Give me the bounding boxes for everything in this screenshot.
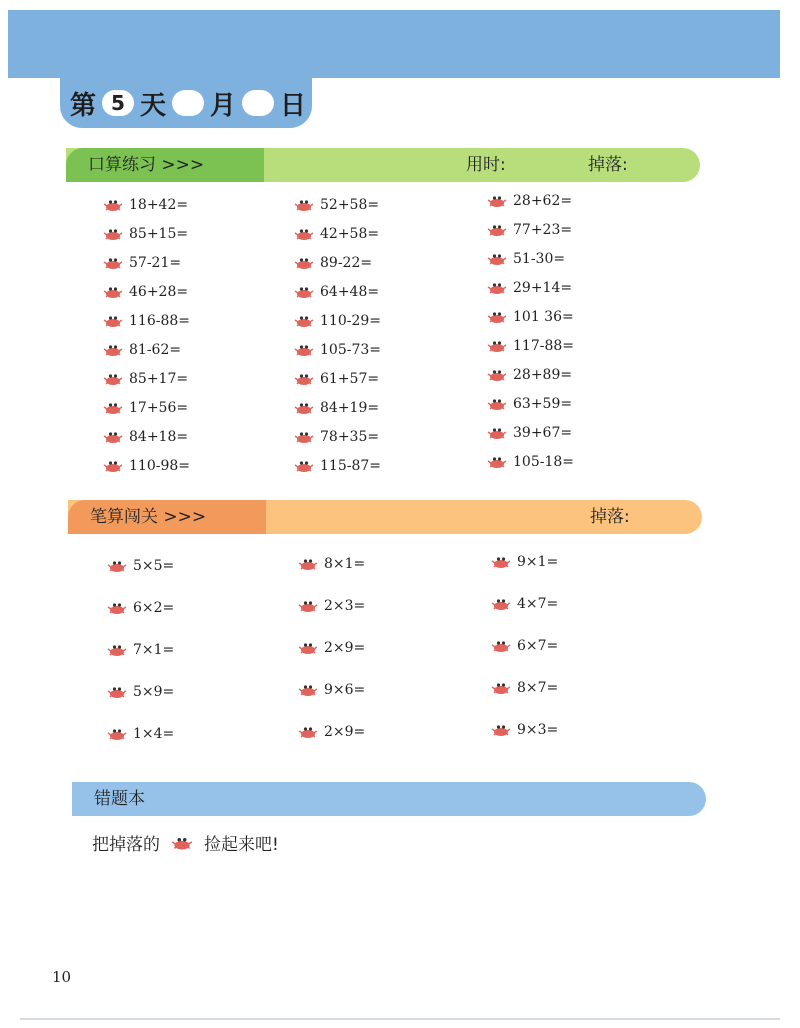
crab-icon [486,223,508,237]
problem-text: 9×6= [324,682,366,698]
prompt-after: 捡起来吧! [204,835,279,855]
crab-icon [102,343,124,357]
crab-icon [102,430,124,444]
crab-icon [102,285,124,299]
mistakes-prompt [92,830,279,855]
problem-item [102,422,190,451]
page-number: 10 [52,968,72,986]
crab-icon [106,601,128,615]
problem-item [102,306,190,335]
crab-icon [490,639,512,653]
problem-text: 17+56= [129,399,189,416]
problem-text: 81-62= [129,341,182,358]
crab-icon [293,314,315,328]
problem-item [293,422,381,451]
problem-item [486,331,574,360]
time-label: 用时: [466,155,506,175]
crab-icon [297,725,319,739]
problem-item [106,671,174,713]
problem-item [486,273,574,302]
problem-item [106,545,174,587]
problem-text: 1×4= [133,726,175,742]
oral-column-3 [486,186,574,476]
problem-text: 5×5= [133,558,175,574]
problem-item [486,215,574,244]
written-section-title: 笔算闯关 >>> [68,500,266,534]
problem-text: 89-22= [320,254,373,271]
problem-item [297,669,365,711]
oral-section-bar [66,148,700,182]
problem-item [486,302,574,331]
problem-item [102,451,190,480]
crab-icon [486,194,508,208]
written-column-3 [490,541,558,751]
problem-text: 78+35= [320,428,380,445]
problem-item [486,244,574,273]
problem-item [102,190,190,219]
crab-icon [490,681,512,695]
crab-icon [102,198,124,212]
crab-icon [486,426,508,440]
date-label: 日 [280,90,307,121]
crab-icon [293,285,315,299]
written-section-bar [68,500,702,534]
problem-text: 57-21= [129,254,182,271]
crab-icon [102,401,124,415]
problem-item [102,393,190,422]
problem-text: 2×9= [324,724,366,740]
crab-icon [293,198,315,212]
problem-item [486,389,574,418]
day-number: 5 [102,90,134,116]
date-field[interactable] [242,90,274,116]
problem-text: 110-29= [320,312,381,329]
problem-text: 2×9= [324,640,366,656]
problem-item [490,583,558,625]
problem-text: 52+58= [320,196,380,213]
crab-icon [490,555,512,569]
crab-icon [293,343,315,357]
problem-item [297,543,365,585]
crab-icon [297,557,319,571]
problem-item [486,418,574,447]
day-header [60,78,312,128]
crab-icon [293,430,315,444]
problem-item [293,277,381,306]
problem-text: 84+19= [320,399,380,416]
problem-text: 51-30= [513,250,566,267]
oral-column-1 [102,190,190,480]
problem-item [106,587,174,629]
problem-item [297,585,365,627]
problem-text: 110-98= [129,457,190,474]
problem-text: 8×7= [517,680,559,696]
crab-icon [486,339,508,353]
problem-item [490,709,558,751]
problem-text: 6×7= [517,638,559,654]
problem-text: 4×7= [517,596,559,612]
problem-text: 8×1= [324,556,366,572]
crab-icon [293,401,315,415]
problem-text: 7×1= [133,642,175,658]
crab-icon [297,641,319,655]
problem-item [102,277,190,306]
problem-text: 29+14= [513,279,573,296]
problem-text: 28+62= [513,192,573,209]
problem-item [490,541,558,583]
problem-item [490,625,558,667]
prompt-before: 把掉落的 [92,835,160,855]
crab-icon [490,597,512,611]
problem-text: 9×3= [517,722,559,738]
problem-item [297,627,365,669]
problem-item [102,335,190,364]
problem-item [293,451,381,480]
day-prefix: 第 [70,90,97,121]
crab-icon [106,685,128,699]
crab-icon [486,281,508,295]
problem-item [106,629,174,671]
problem-item [297,711,365,753]
crab-icon [106,559,128,573]
problem-text: 28+89= [513,366,573,383]
problem-text: 64+48= [320,283,380,300]
problem-text: 101 36= [513,308,574,325]
problem-item [102,364,190,393]
written-column-2 [297,543,365,753]
problem-text: 42+58= [320,225,380,242]
crab-icon [293,372,315,386]
written-drop-label: 掉落: [590,507,630,527]
problem-text: 77+23= [513,221,573,238]
written-column-1 [106,545,174,755]
month-field[interactable] [172,90,204,116]
problem-item [486,360,574,389]
problem-text: 63+59= [513,395,573,412]
problem-text: 105-73= [320,341,381,358]
problem-text: 9×1= [517,554,559,570]
crab-icon [293,227,315,241]
problem-text: 117-88= [513,337,574,354]
problem-text: 84+18= [129,428,189,445]
problem-item [106,713,174,755]
top-banner [8,10,780,78]
problem-text: 115-87= [320,457,381,474]
problem-item [486,447,574,476]
problem-item [293,306,381,335]
problem-item [293,219,381,248]
crab-icon [486,397,508,411]
oral-section-title: 口算练习 >>> [66,148,264,182]
problem-item [102,248,190,277]
problem-item [293,248,381,277]
month-label: 月 [210,90,237,121]
oral-column-2 [293,190,381,480]
crab-icon [102,372,124,386]
problem-text: 5×9= [133,684,175,700]
problem-text: 18+42= [129,196,189,213]
problem-item [293,364,381,393]
problem-text: 39+67= [513,424,573,441]
problem-item [293,393,381,422]
crab-icon [293,256,315,270]
problem-item [102,219,190,248]
problem-text: 85+15= [129,225,189,242]
crab-icon [170,835,194,851]
problem-item [293,335,381,364]
problem-text: 105-18= [513,453,574,470]
bottom-rule [20,1018,780,1020]
problem-item [490,667,558,709]
crab-icon [106,643,128,657]
mistakes-section-bar [72,782,706,816]
oral-drop-label: 掉落: [588,155,628,175]
crab-icon [486,455,508,469]
crab-icon [486,252,508,266]
problem-text: 61+57= [320,370,380,387]
crab-icon [102,227,124,241]
crab-icon [293,459,315,473]
problem-item [486,186,574,215]
crab-icon [297,599,319,613]
crab-icon [102,459,124,473]
crab-icon [486,368,508,382]
crab-icon [102,314,124,328]
crab-icon [297,683,319,697]
crab-icon [102,256,124,270]
crab-icon [490,723,512,737]
day-suffix: 天 [140,90,167,121]
problem-item [293,190,381,219]
problem-text: 46+28= [129,283,189,300]
mistakes-section-title: 错题本 [94,789,145,809]
crab-icon [106,727,128,741]
problem-text: 85+17= [129,370,189,387]
crab-icon [486,310,508,324]
problem-text: 6×2= [133,600,175,616]
problem-text: 116-88= [129,312,190,329]
problem-text: 2×3= [324,598,366,614]
